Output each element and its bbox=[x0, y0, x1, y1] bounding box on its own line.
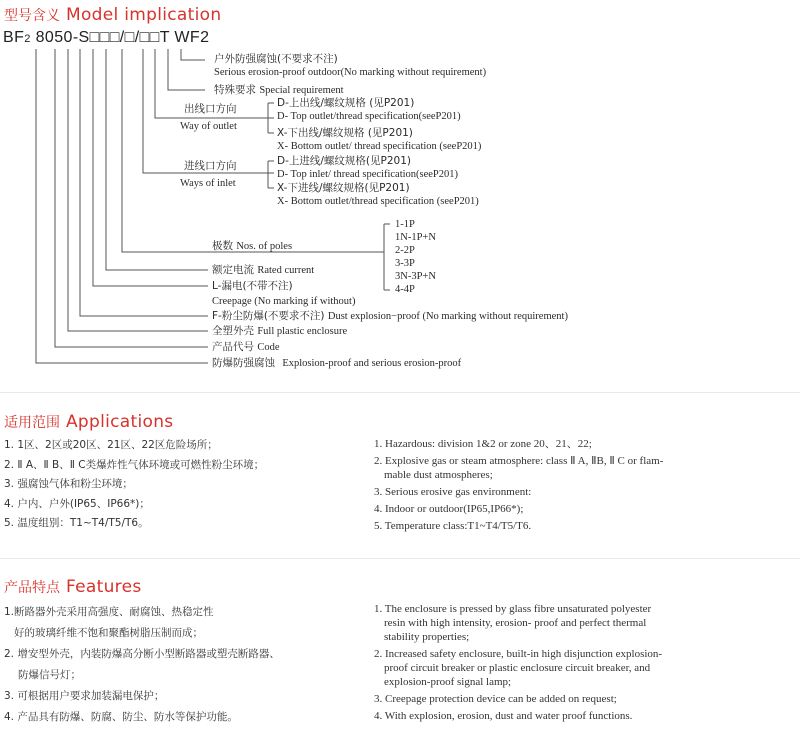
list-item: 4. 产品具有防爆、防腐、防尘、防水等保护功能。 bbox=[4, 711, 238, 723]
list-item: proof circuit breaker or plastic enclosure circuit breaker, and bbox=[384, 662, 651, 674]
callout-dust-en: Dust explosion−proof (No marking without requirement) bbox=[327, 311, 568, 322]
features-heading-cn: 产品特点 bbox=[4, 580, 60, 596]
callout-outlet bbox=[180, 103, 237, 133]
callout-wf2-cn: 户外防强腐蚀(不要求不注) bbox=[214, 53, 338, 65]
callout-enclosure bbox=[212, 325, 347, 338]
callout-outlet-bottom bbox=[277, 127, 481, 153]
callout-outlet-en: Way of outlet bbox=[180, 121, 237, 132]
list-item: 2. Increased safety enclosure, built-in high disjunction explosion- bbox=[374, 648, 663, 660]
callout-current bbox=[212, 264, 314, 277]
list-item: 4. With explosion, erosion, dust and water proof functions. bbox=[374, 710, 633, 722]
list-item: 2. 增安型外壳，内装防爆高分断小型断路器或塑壳断路器、 bbox=[4, 648, 280, 660]
callout-inlet-top bbox=[277, 155, 458, 181]
list-item: 4. 户内、户外(IP65、IP66*)； bbox=[4, 497, 150, 510]
applications-en-list bbox=[374, 437, 663, 533]
callout-code-cn: 产品代号 bbox=[212, 341, 254, 353]
callout-outlet-x-en: X- Bottom outlet/ thread specification (seeP201) bbox=[277, 141, 482, 152]
line-special bbox=[168, 49, 205, 90]
line-enclosure bbox=[68, 49, 208, 331]
list-item: mable dust atmospheres; bbox=[384, 469, 493, 481]
features-heading bbox=[4, 577, 142, 597]
callout-poles bbox=[212, 240, 292, 253]
callout-explosion-cn: 防爆防强腐蚀 bbox=[212, 357, 275, 369]
list-item: 2. Explosive gas or steam atmosphere: class Ⅱ A, ⅡB, Ⅱ C or flam- bbox=[374, 455, 664, 467]
list-item: resin with high intensity, erosion- proof and perfect thermal bbox=[384, 617, 647, 629]
list-item: 1. The enclosure is pressed by glass fibre unsaturated polyester bbox=[374, 603, 652, 615]
callout-inlet-cn: 进线口方向 bbox=[184, 160, 237, 172]
callout-wf2-en: Serious erosion-proof outdoor(No marking without requirement) bbox=[214, 67, 487, 78]
callout-leak bbox=[212, 280, 355, 308]
list-item: 1.断路器外壳采用高强度、耐腐蚀、热稳定性 bbox=[4, 606, 214, 618]
callout-explosion-en: Explosion-proof and serious erosion-proof bbox=[282, 358, 462, 369]
callout-wf2 bbox=[214, 53, 486, 79]
callout-special-en: Special requirement bbox=[259, 85, 344, 96]
features-heading-en: Features bbox=[66, 577, 142, 597]
callout-code-en: Code bbox=[257, 342, 280, 353]
model-code-prefix: BF bbox=[3, 29, 25, 46]
callout-inlet-d-cn: D-上进线/螺纹规格(见P201) bbox=[277, 155, 411, 167]
callout-inlet-x-en: X- Bottom outlet/thread specification (seeP201) bbox=[277, 196, 479, 207]
callout-code bbox=[212, 341, 280, 354]
model-code-rest: 8050-S□□□/□/□□T WF2 bbox=[30, 29, 210, 46]
callout-current-cn: 额定电流 bbox=[212, 264, 254, 276]
callout-inlet-x-cn: X-下进线/螺纹规格(见P201) bbox=[277, 182, 410, 194]
callout-dust-cn: F-粉尘防爆(不要求不注) bbox=[212, 310, 325, 322]
poles-option: 1N-1P+N bbox=[395, 232, 436, 243]
callout-dust bbox=[212, 310, 568, 323]
callout-leak-cn: L-漏电(不带不注) bbox=[212, 280, 293, 292]
callout-explosion bbox=[212, 357, 461, 370]
callout-inlet-d-en: D- Top inlet/ thread specification(seeP201) bbox=[277, 169, 459, 180]
callout-leak-en: Creepage (No marking if without) bbox=[212, 296, 356, 307]
poles-option: 1-1P bbox=[395, 219, 415, 230]
model-heading-cn: 型号含义 bbox=[4, 8, 60, 24]
poles-options-list bbox=[395, 218, 436, 296]
list-item: 好的玻璃纤维不饱和聚酯树脂压制而成； bbox=[14, 627, 203, 639]
applications-heading-cn: 适用范围 bbox=[4, 415, 60, 431]
callout-outlet-d-cn: D-上出线/螺纹规格 (见P201) bbox=[277, 97, 415, 109]
list-item: 2. Ⅱ A、Ⅱ B、Ⅱ C类爆炸性气体环境或可燃性粉尘环境； bbox=[4, 458, 265, 471]
callout-inlet-en: Ways of inlet bbox=[180, 178, 236, 189]
callout-outlet-top bbox=[277, 97, 461, 123]
list-item: 3. Creepage protection device can be added on request; bbox=[374, 693, 617, 705]
callout-poles-cn: 极数 bbox=[212, 240, 233, 252]
applications-cn-list bbox=[4, 436, 264, 534]
callout-outlet-d-en: D- Top outlet/thread specification(seeP201) bbox=[277, 111, 461, 122]
poles-option: 3N-3P+N bbox=[395, 271, 436, 282]
callout-outlet-cn: 出线口方向 bbox=[184, 103, 237, 115]
poles-option: 4-4P bbox=[395, 284, 415, 295]
features-cn-list bbox=[4, 602, 280, 728]
applications-heading-en: Applications bbox=[66, 412, 174, 432]
callout-enclosure-cn: 全塑外壳 bbox=[212, 325, 254, 337]
list-item: explosion-proof signal lamp; bbox=[384, 676, 512, 688]
model-heading-en: Model implication bbox=[66, 5, 222, 25]
list-item: 5. 温度组别：T1~T4/T5/T6。 bbox=[4, 517, 149, 529]
list-item: 1. Hazardous: division 1&2 or zone 20、21、22; bbox=[374, 438, 592, 450]
model-code-subscript: 2 bbox=[24, 33, 31, 45]
list-item: 3. 可根据用户要求加装漏电保护； bbox=[4, 690, 165, 702]
callout-poles-en: Nos. of poles bbox=[236, 241, 293, 252]
list-item: 3. Serious erosive gas environment: bbox=[374, 486, 532, 498]
features-en-list bbox=[374, 602, 662, 723]
callout-current-en: Rated current bbox=[257, 265, 315, 276]
line-wf2 bbox=[181, 49, 205, 60]
callout-outlet-x-cn: X-下出线/螺纹规格 (见P201) bbox=[277, 127, 413, 139]
list-item: stability properties; bbox=[384, 631, 470, 643]
poles-option: 3-3P bbox=[395, 258, 415, 269]
applications-heading bbox=[4, 412, 173, 432]
section-divider bbox=[0, 392, 800, 393]
line-code bbox=[55, 49, 208, 347]
list-item: 3. 强腐蚀气体和粉尘环境； bbox=[4, 478, 133, 490]
callout-special-cn: 特殊要求 bbox=[214, 84, 256, 96]
callout-inlet-bottom bbox=[277, 182, 479, 208]
list-item: 防爆信号灯； bbox=[18, 669, 81, 681]
callout-inlet bbox=[180, 160, 237, 190]
callout-enclosure-en: Full plastic enclosure bbox=[257, 326, 348, 337]
poles-option: 2-2P bbox=[395, 245, 415, 256]
callout-special bbox=[214, 84, 344, 97]
list-item: 1. 1区、2区或20区、21区、22区危险场所； bbox=[4, 439, 218, 451]
section-divider bbox=[0, 558, 800, 559]
list-item: 5. Temperature class:T1~T4/T5/T6. bbox=[374, 520, 532, 532]
list-item: 4. Indoor or outdoor(IP65,IP66*); bbox=[374, 503, 524, 515]
